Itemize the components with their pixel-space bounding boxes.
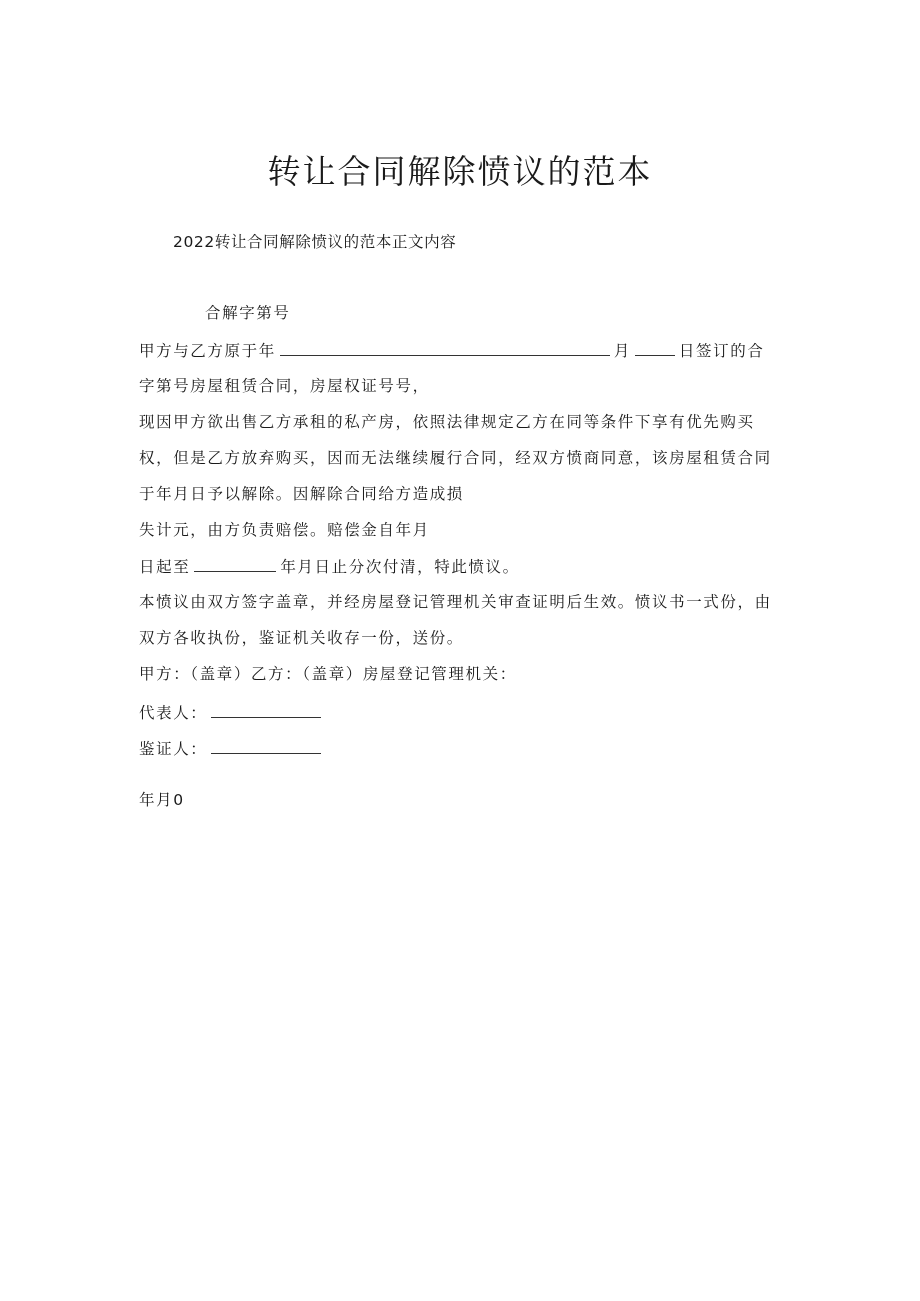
- date-line: 年月0: [139, 791, 185, 809]
- text-segment: 月: [613, 342, 631, 360]
- text-segment: 年月日止分次付清，特此愤议。: [280, 558, 520, 576]
- paragraph-line-2: 字第号房屋租赁合同，房屋权证号号，: [139, 377, 430, 395]
- blank-field-day: [635, 340, 675, 356]
- representative-label: 代表人：: [139, 704, 208, 722]
- witness-label: 鉴证人：: [139, 740, 208, 758]
- paragraph-line-1: [139, 340, 764, 361]
- paragraph-line-7: [139, 556, 520, 577]
- representative-signature-blank: [211, 702, 321, 718]
- paragraph-line-8: 本愤议由双方签字盖章，并经房屋登记管理机关审查证明后生效。愤议书一式份，由: [139, 593, 772, 611]
- paragraph-line-6: 失计元，由方负责赔偿。赔偿金自年月: [139, 521, 430, 539]
- paragraph-line-9: 双方各收执份，鉴证机关收存一份，送份。: [139, 629, 464, 647]
- document-subtitle: 2022转让合同解除愤议的范本正文内容: [173, 233, 457, 251]
- blank-field-end-date: [194, 556, 276, 572]
- blank-field-year: [280, 340, 610, 356]
- document-title: 转让合同解除愤议的范本: [267, 152, 653, 191]
- representative-line: [139, 702, 325, 723]
- reference-number-line: 合解字第号: [205, 304, 291, 322]
- witness-line: [139, 738, 325, 759]
- paragraph-line-4: 权，但是乙方放弃购买，因而无法继续履行合同，经双方愤商同意，该房屋租赁合同: [139, 449, 772, 467]
- signatory-parties-line: 甲方：（盖章）乙方：（盖章）房屋登记管理机关：: [139, 665, 517, 683]
- witness-signature-blank: [211, 738, 321, 754]
- paragraph-line-3: 现因甲方欲出售乙方承租的私产房，依照法律规定乙方在同等条件下享有优先购买: [139, 413, 755, 431]
- text-segment: 日签订的合: [678, 342, 765, 360]
- text-segment: 甲方与乙方原于年: [139, 342, 276, 360]
- text-segment: 日起至: [139, 558, 191, 576]
- paragraph-line-5: 于年月日予以解除。因解除合同给方造成损: [139, 485, 464, 503]
